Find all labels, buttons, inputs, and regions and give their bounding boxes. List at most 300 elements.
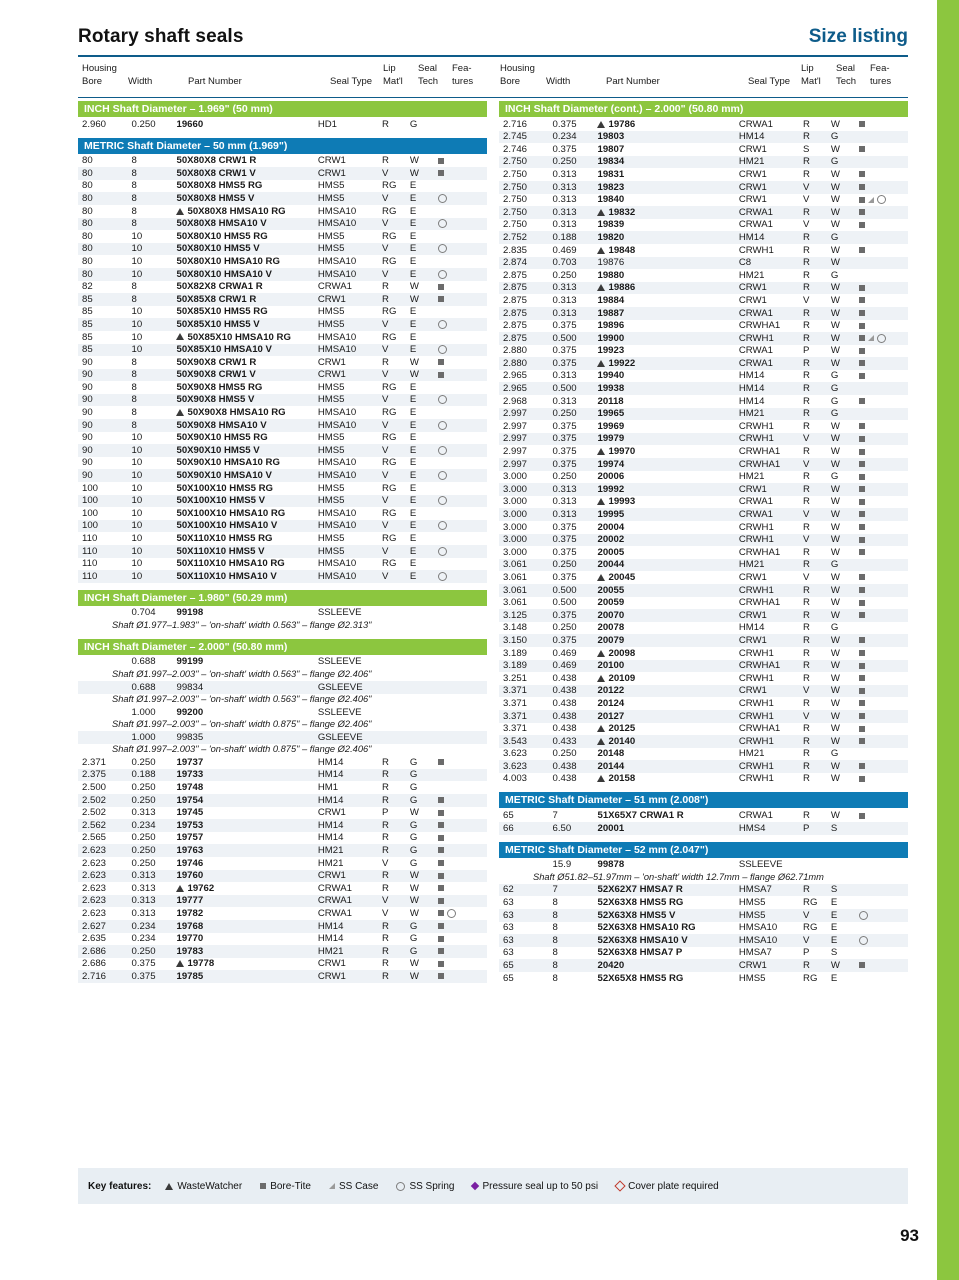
- cell-pn-text: 50X85X10 HMSA10 RG: [187, 331, 291, 343]
- cell-st: CRWH1: [738, 647, 774, 659]
- cell-pn: 19974: [597, 458, 625, 470]
- header-fea-left: Fea-: [452, 63, 472, 74]
- cell-tech: W: [830, 244, 840, 256]
- cell-features: [859, 822, 908, 835]
- cell-features: [859, 685, 908, 698]
- cell-st: HMS5: [738, 909, 766, 921]
- cell-width: 10: [131, 444, 143, 456]
- ring-icon: [438, 421, 447, 430]
- cell-features: [859, 710, 908, 723]
- cell-tech: W: [409, 970, 419, 982]
- header-features-left: tures: [452, 76, 474, 87]
- table-row: [78, 607, 487, 620]
- cell-st: HMS5: [317, 230, 345, 242]
- cell-bore: 90: [82, 457, 93, 469]
- cell-lip: V: [382, 318, 389, 330]
- section-spacer: [78, 131, 487, 138]
- cell-pn: 20059: [597, 597, 625, 609]
- cell-tech: W: [830, 168, 840, 180]
- cell-width: 0.688: [131, 656, 156, 668]
- cell-features: [438, 870, 487, 883]
- cell-lip: R: [803, 118, 810, 130]
- cell-pn: 52X63X8 HMSA10 RG: [597, 922, 696, 934]
- cell-lip: V: [803, 509, 810, 520]
- table-row: [499, 508, 908, 521]
- cell-features: [859, 131, 908, 144]
- cell-bore: 85: [82, 318, 93, 330]
- cell-features: [438, 369, 487, 382]
- cell-st: CRW1: [738, 634, 767, 646]
- cell-features: [438, 230, 487, 243]
- table-row: [499, 597, 908, 610]
- cell-lip: V: [382, 444, 389, 456]
- sq-icon: [859, 663, 865, 669]
- cell-width: 0.250: [131, 782, 156, 794]
- cell-width: 8: [552, 934, 558, 946]
- cell-bore: 3.125: [503, 609, 528, 621]
- cell-st: CRW1: [738, 571, 767, 583]
- cell-bore: 90: [82, 356, 93, 368]
- table-row: [499, 357, 908, 370]
- cell-lip: RG: [382, 306, 397, 318]
- tri-icon: [597, 209, 605, 216]
- cell-pn: 50X100X10 HMS5 V: [176, 495, 266, 507]
- table-row: [78, 781, 487, 794]
- cell-bore: 100: [82, 507, 99, 519]
- cell-st: HMSA10: [317, 507, 357, 519]
- cell-features: [438, 794, 487, 807]
- cell-width: 8: [552, 947, 558, 959]
- ring-icon: [438, 471, 447, 480]
- ring-icon: [438, 395, 447, 404]
- cell-features: [438, 558, 487, 571]
- table-row: [499, 408, 908, 421]
- cell-pn: 19969: [597, 420, 625, 432]
- cell-bore: 90: [82, 419, 93, 431]
- cell-bore: 2.874: [503, 257, 528, 269]
- note-row: [78, 694, 487, 707]
- cell-bore: 2.745: [503, 131, 528, 143]
- cell-tech: G: [830, 395, 839, 407]
- cell-width: 10: [131, 230, 143, 242]
- cell-width: 10: [131, 482, 143, 494]
- table-row: [499, 219, 908, 232]
- sq-icon: [438, 923, 444, 929]
- cell-features: [859, 972, 908, 985]
- cell-pn: 19880: [597, 269, 625, 281]
- sleeve-note: Shaft Ø1.997–2.003" – 'on-shaft' width 0.563" – flange Ø2.406": [112, 694, 372, 705]
- sq-icon: [438, 372, 444, 378]
- cell-pn: 20055: [597, 584, 625, 596]
- cell-width: 0.234: [552, 131, 577, 143]
- cell-tech: W: [830, 357, 840, 369]
- cell-features: [859, 508, 908, 521]
- cell-width: 0.188: [131, 769, 156, 781]
- cell-features: [859, 370, 908, 383]
- cell-pn-text: 20098: [608, 647, 636, 659]
- cell-width: 8: [131, 281, 137, 293]
- cell-lip: P: [803, 345, 810, 357]
- cell-lip: RG: [803, 972, 818, 984]
- table-row: [499, 168, 908, 181]
- header-seal-right: Seal: [836, 63, 856, 74]
- sq-icon: [859, 574, 865, 580]
- cell-bore: 2.997: [503, 458, 528, 470]
- ring-icon: [438, 219, 447, 228]
- tri-icon: [597, 738, 605, 745]
- cell-bore: 80: [82, 243, 93, 255]
- cell-st: HM14: [317, 832, 344, 844]
- table-row: [499, 896, 908, 909]
- ss-icon: [868, 335, 874, 341]
- key-item-label: Pressure seal up to 50 psi: [482, 1180, 599, 1192]
- sq-icon: [438, 885, 444, 891]
- cell-bore: 3.371: [503, 710, 528, 722]
- cell-pn: 52X63X8 HMSA7 P: [597, 947, 683, 959]
- cell-bore: 2.875: [503, 294, 528, 306]
- sq-icon: [859, 247, 865, 253]
- cell-width: 0.313: [552, 206, 577, 218]
- cell-pn: 19754: [176, 794, 204, 806]
- cell-width: 8: [131, 369, 137, 381]
- cell-features: [859, 345, 908, 358]
- sq-icon: [438, 898, 444, 904]
- cell-bore: 3.371: [503, 697, 528, 709]
- cell-bore: 2.635: [82, 933, 107, 945]
- ring-icon: [877, 334, 886, 343]
- cell-lip: R: [382, 958, 389, 970]
- cell-tech: E: [409, 192, 417, 204]
- cell-st: CRW1: [738, 168, 767, 180]
- cell-bore: 2.502: [82, 794, 107, 806]
- cell-pn: 50X90X10 HMSA10 V: [176, 470, 272, 482]
- cell-features: [438, 306, 487, 319]
- cell-st: HMSA10: [317, 520, 357, 532]
- cell-lip: R: [803, 420, 810, 432]
- cell-st: CRWH1: [738, 521, 774, 533]
- ring-icon: [438, 345, 447, 354]
- cell-features: [859, 445, 908, 458]
- cell-st: HMSA10: [738, 934, 778, 946]
- table-row: [499, 922, 908, 935]
- cell-lip: P: [803, 822, 810, 834]
- cell-tech: W: [830, 509, 840, 520]
- header-housing-right: Housing: [500, 63, 535, 74]
- cell-st: CRWH1: [738, 672, 774, 684]
- cell-st: HMSA10: [317, 255, 357, 267]
- cell-bore: 63: [503, 947, 514, 959]
- cell-pn: 20118: [597, 395, 624, 407]
- table-row: [499, 760, 908, 773]
- cell-bore: 2.875: [503, 307, 528, 319]
- cell-tech: G: [409, 794, 418, 806]
- cell-lip: R: [803, 672, 810, 684]
- cell-bore: 2.750: [503, 156, 528, 168]
- cell-lip: R: [803, 408, 810, 420]
- cell-tech: W: [409, 167, 419, 179]
- cell-pn: [176, 205, 317, 218]
- cell-pn: 19746: [176, 857, 204, 869]
- sq-icon: [438, 759, 444, 765]
- cell-tech: E: [830, 972, 838, 984]
- tri-icon: [597, 574, 605, 581]
- cell-st: CRWHA1: [738, 660, 781, 672]
- cell-st: CRW1: [317, 970, 346, 982]
- cell-st: HMSA10: [317, 268, 357, 280]
- table-row: [78, 381, 487, 394]
- cell-features: [859, 748, 908, 761]
- cell-bore: 85: [82, 293, 93, 305]
- cell-pn: 52X65X8 HMS5 RG: [597, 972, 684, 984]
- cell-pn: 51X65X7 CRWA1 R: [597, 810, 684, 822]
- cell-lip: R: [382, 356, 389, 368]
- cell-bore: 85: [82, 306, 93, 318]
- cell-tech: [410, 731, 438, 744]
- table-row: [78, 958, 487, 971]
- cell-features: [859, 332, 908, 345]
- cell-features: [859, 584, 908, 597]
- cell-lip: R: [803, 622, 810, 634]
- cell-pn: 19995: [597, 509, 625, 520]
- cell-lip: R: [803, 660, 810, 672]
- sq-icon: [438, 835, 444, 841]
- cell-tech: G: [830, 383, 839, 395]
- cell-bore: 66: [503, 822, 514, 834]
- cell-st: HM21: [738, 559, 765, 571]
- size-listing-table: [499, 118, 908, 785]
- cell-st: HM14: [738, 383, 765, 395]
- cell-tech: E: [409, 255, 417, 267]
- cell-st: HMS5: [317, 545, 345, 557]
- cell-bore: 2.875: [503, 269, 528, 281]
- cell-pn-text: 19848: [608, 244, 636, 256]
- cell-width: 0.250: [552, 622, 577, 634]
- cell-pn: 19745: [176, 807, 204, 819]
- cell-tech: E: [409, 407, 417, 419]
- page-number: 93: [900, 1226, 919, 1245]
- cell-pn: [597, 118, 738, 131]
- cell-tech: W: [830, 959, 840, 971]
- sq-icon: [859, 323, 865, 329]
- cell-pn: 50X80X8 HMSA10 V: [176, 218, 267, 230]
- table-row: [78, 495, 487, 508]
- cell-st: HM14: [317, 933, 344, 945]
- cell-tech: W: [830, 118, 840, 130]
- cell-st: CRW1: [317, 155, 346, 167]
- tri-icon: [597, 498, 605, 505]
- cell-features: [859, 156, 908, 169]
- sq-icon: [438, 810, 444, 816]
- cell-width: 0.375: [552, 571, 577, 583]
- cell-pn: [597, 282, 738, 295]
- cell-width: 0.313: [552, 194, 577, 206]
- table-row: [78, 507, 487, 520]
- cell-tech: [831, 859, 859, 872]
- cell-pn-text: 20109: [608, 672, 636, 684]
- table-row: [499, 433, 908, 446]
- cell-st: CRWH1: [738, 710, 774, 722]
- cell-pn: 19884: [597, 294, 625, 306]
- cell-tech: E: [830, 896, 838, 908]
- cell-bore: 2.880: [503, 345, 528, 357]
- cell-lip: P: [803, 947, 810, 959]
- cell-pn: 52X63X8 HMSA10 V: [597, 934, 688, 946]
- cell-st: HMSA10: [317, 331, 357, 343]
- section-header: METRIC Shaft Diameter – 52 mm (2.047"): [499, 842, 908, 858]
- cell-pn: 99199: [176, 656, 204, 668]
- cell-bore: 63: [503, 896, 514, 908]
- header-width-left: Width: [128, 76, 153, 87]
- key-item-label: Cover plate required: [628, 1180, 719, 1192]
- cell-pn: 19733: [176, 769, 204, 781]
- cell-st: CRWA1: [317, 895, 352, 907]
- cell-lip: R: [803, 357, 810, 369]
- cell-features: [438, 394, 487, 407]
- cell-bore: 3.000: [503, 534, 528, 546]
- cell-lip: R: [803, 584, 810, 596]
- table-row: [499, 697, 908, 710]
- cell-pn: [176, 406, 317, 419]
- cell-tech: G: [830, 156, 839, 168]
- cell-st: GSLEEVE: [317, 731, 363, 743]
- cell-st: HMSA7: [738, 947, 772, 959]
- cell-st: HMSA10: [317, 558, 357, 570]
- cell-st: CRWH1: [738, 244, 774, 256]
- page-header: [78, 26, 908, 48]
- cell-width: 0.313: [552, 282, 577, 294]
- cell-st: HMS5: [317, 243, 345, 255]
- cell-width: 10: [131, 318, 143, 330]
- cell-pn: 50X100X10 HMS5 RG: [176, 482, 274, 494]
- dia-icon: [471, 1182, 479, 1190]
- cell-width: 0.438: [552, 723, 577, 735]
- cell-tech: [410, 607, 438, 620]
- table-row: [78, 933, 487, 946]
- cell-st: CRWH1: [738, 735, 774, 747]
- page-content: [78, 26, 908, 992]
- cell-bore: 90: [82, 407, 93, 419]
- cell-lip: RG: [382, 180, 397, 192]
- cell-pn: 52X63X8 HMS5 V: [597, 909, 676, 921]
- table-row: [499, 231, 908, 244]
- cell-bore: 80: [82, 268, 93, 280]
- cell-bore: 80: [82, 218, 93, 230]
- cell-features: [438, 469, 487, 482]
- table-row: [78, 794, 487, 807]
- cell-tech: G: [409, 769, 418, 781]
- sq-icon: [859, 310, 865, 316]
- cell-tech: W: [830, 521, 840, 533]
- cell-bore: 2.960: [82, 118, 107, 130]
- cell-lip: V: [803, 685, 810, 697]
- cell-bore: 3.371: [503, 723, 528, 735]
- cell-tech: E: [409, 318, 417, 330]
- sq-icon: [859, 222, 865, 228]
- cell-features: [859, 395, 908, 408]
- cell-pn-text: 19786: [608, 118, 636, 130]
- cell-features: [859, 433, 908, 446]
- cell-bore: 63: [503, 934, 514, 946]
- sq-icon: [859, 398, 865, 404]
- cell-lip: V: [382, 218, 389, 230]
- cell-lip: R: [382, 794, 389, 806]
- cell-lip: V: [382, 167, 389, 179]
- cell-width: 0.375: [131, 970, 156, 982]
- cell-tech: W: [409, 907, 419, 919]
- cell-tech: G: [409, 756, 418, 768]
- cell-lip: R: [803, 257, 810, 269]
- table-row: [78, 205, 487, 218]
- cell-features: [438, 769, 487, 782]
- cell-bore: 3.623: [503, 760, 528, 772]
- cell-features: [859, 282, 908, 295]
- cell-pn: 20005: [597, 546, 625, 558]
- table-row: [78, 180, 487, 193]
- cell-pn: 50X80X10 HMS5 V: [176, 243, 260, 255]
- cell-st: CRWH1: [738, 534, 774, 546]
- key-item-label: SS Case: [338, 1180, 379, 1192]
- cell-pn: 50X80X8 CRW1 R: [176, 155, 257, 167]
- page-title: Rotary shaft seals: [78, 26, 244, 47]
- cell-st: CRWA1: [738, 509, 773, 520]
- table-row: [78, 970, 487, 983]
- cell-bore: 100: [82, 520, 99, 532]
- ss-icon: [329, 1183, 335, 1189]
- cell-tech: W: [409, 870, 419, 882]
- cell-tech: E: [409, 218, 417, 230]
- table-row: [499, 282, 908, 295]
- cell-st: HM14: [317, 819, 344, 831]
- cell-tech: E: [409, 482, 417, 494]
- sq-icon: [859, 675, 865, 681]
- sq-icon: [438, 936, 444, 942]
- cell-features: [438, 167, 487, 180]
- cell-width: 8: [131, 180, 137, 192]
- sq-icon: [859, 763, 865, 769]
- sq-icon: [438, 973, 444, 979]
- cell-lip: V: [803, 294, 810, 306]
- cell-width: 10: [131, 470, 143, 482]
- table-row: [499, 809, 908, 822]
- cell-bore: [78, 731, 132, 744]
- cell-width: 0.313: [552, 395, 577, 407]
- cell-st: HMS5: [317, 394, 345, 406]
- cell-bore: 3.150: [503, 634, 528, 646]
- ring-icon: [438, 547, 447, 556]
- ring-icon: [438, 320, 447, 329]
- cell-pn: 52X62X7 HMSA7 R: [597, 884, 683, 896]
- cell-pn: [176, 958, 317, 971]
- cell-tech: W: [409, 807, 419, 819]
- cell-lip: RG: [382, 507, 397, 519]
- cell-lip: R: [803, 156, 810, 168]
- cell-features: [859, 546, 908, 559]
- cell-pn: 50X80X8 CRW1 V: [176, 167, 256, 179]
- sq-icon: [438, 170, 444, 176]
- cell-st: CRW1: [738, 143, 767, 155]
- cell-width: 10: [131, 268, 143, 280]
- table-row: [499, 584, 908, 597]
- size-listing-table: [499, 859, 908, 985]
- cell-pn: [597, 445, 738, 458]
- cell-st: CRWA1: [738, 206, 773, 218]
- cell-features: [859, 206, 908, 219]
- cell-tech: W: [830, 420, 840, 432]
- cell-bore: 90: [82, 369, 93, 381]
- sq-icon: [438, 359, 444, 365]
- cell-width: 8: [552, 972, 558, 984]
- cell-pn: 50X90X8 CRW1 R: [176, 356, 257, 368]
